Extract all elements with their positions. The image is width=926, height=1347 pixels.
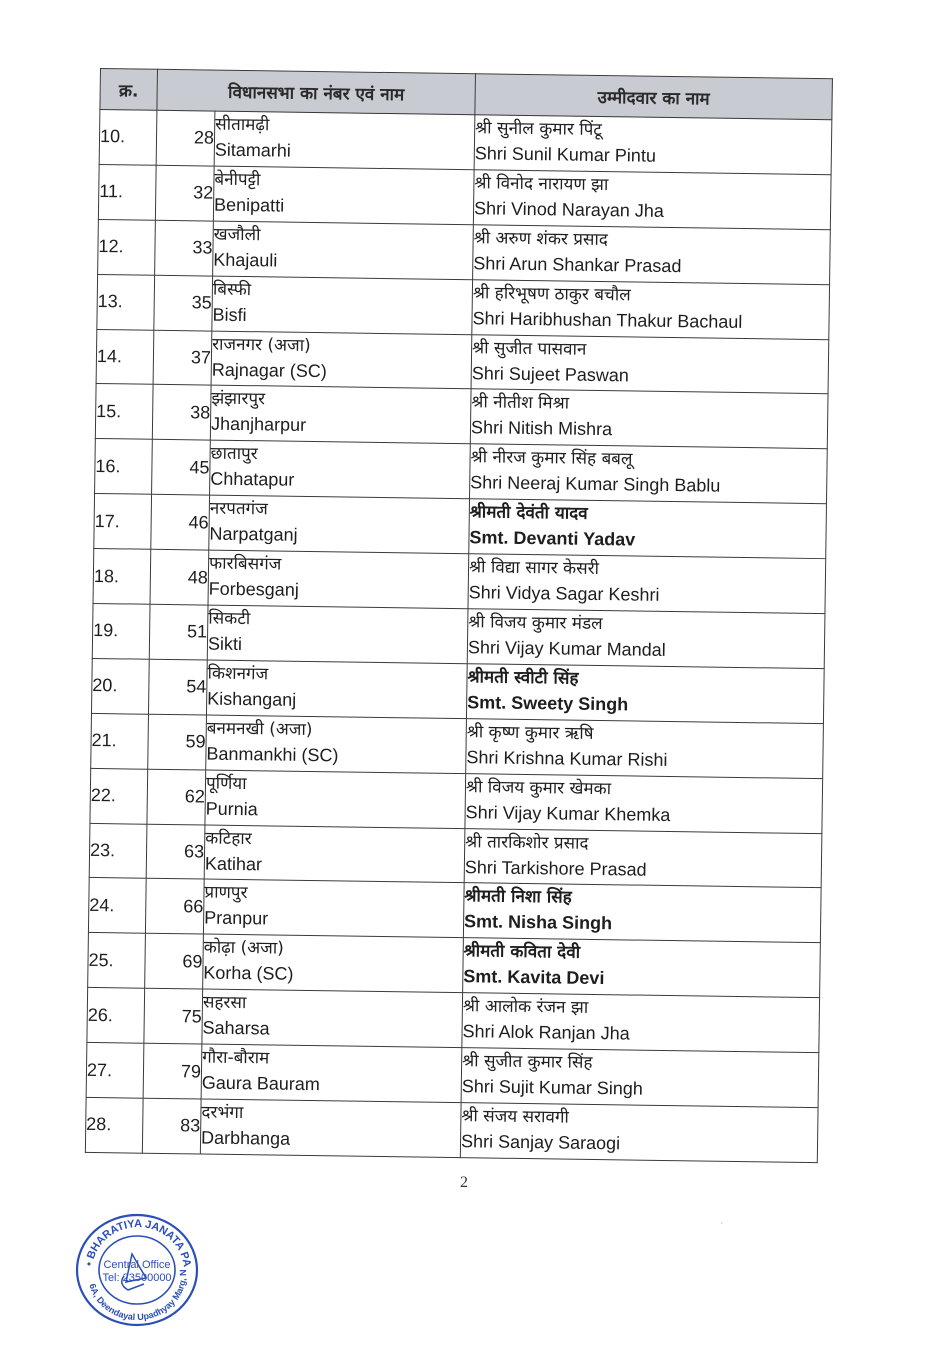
constituency-cell <box>213 221 474 280</box>
constituency-number: 54 <box>148 659 207 715</box>
candidate-name-english: Shri Sujit Kumar Singh <box>461 1076 644 1099</box>
candidate-name-hindi: श्री विजय कुमार मंडल <box>468 612 603 635</box>
constituency-name-hindi: सीतामढ़ी <box>215 114 270 136</box>
candidate-name-english: Smt. Kavita Devi <box>463 966 605 989</box>
constituency-number: 69 <box>145 934 204 990</box>
serial-number: 14. <box>96 329 154 385</box>
serial-number: 15. <box>95 384 153 440</box>
candidate-name-english: Shri Vinod Narayan Jha <box>473 198 664 221</box>
candidate-cell <box>463 938 821 998</box>
header-constituency: विधानसभा का नंबर एवं नाम <box>157 69 476 114</box>
constituency-name-hindi: छातापुर <box>210 443 258 465</box>
candidate-name-hindi: श्री विद्या सागर केसरी <box>468 557 600 580</box>
candidate-cell <box>468 554 826 614</box>
candidate-cell <box>461 1048 819 1108</box>
constituency-cell <box>210 386 471 445</box>
constituency-number: 79 <box>143 1043 202 1099</box>
table-row <box>97 274 830 339</box>
stamp-seal-icon <box>74 1212 200 1328</box>
constituency-name-hindi: गौरा-बौराम <box>202 1047 270 1069</box>
constituency-number: 63 <box>146 824 205 880</box>
candidate-name-english: Shri Tarkishore Prasad <box>464 856 647 880</box>
constituency-cell <box>200 1099 461 1158</box>
constituency-number: 33 <box>155 220 214 276</box>
constituency-number: 66 <box>145 879 204 935</box>
candidate-name-english: Shri Neeraj Kumar Singh Bablu <box>470 472 721 497</box>
candidate-name-hindi: श्री तारकिशोर प्रसाद <box>465 831 589 854</box>
constituency-number: 37 <box>153 330 212 386</box>
constituency-number: 51 <box>149 604 208 660</box>
constituency-number: 48 <box>150 549 209 605</box>
constituency-number: 35 <box>154 275 213 331</box>
constituency-name-hindi: किशनगंज <box>207 663 269 685</box>
candidate-name-english: Smt. Sweety Singh <box>467 692 629 715</box>
candidate-cell <box>463 883 821 943</box>
serial-number: 23. <box>89 823 147 879</box>
constituency-number: 32 <box>155 165 214 221</box>
party-office-stamp <box>74 1212 200 1328</box>
constituency-name-english: Forbesganj <box>208 578 299 600</box>
table-row <box>94 494 827 559</box>
candidate-name-hindi: श्री कृष्ण कुमार ऋषि <box>466 721 594 744</box>
serial-number: 26. <box>87 988 145 1044</box>
constituency-number: 59 <box>148 714 207 770</box>
candidate-name-hindi: श्री संजय सरावगी <box>461 1106 570 1128</box>
constituency-name-hindi: झंझारपुर <box>211 389 266 410</box>
candidate-name-hindi: श्री हरिभूषण ठाकुर बचौल <box>472 282 631 306</box>
serial-number: 21. <box>91 713 149 769</box>
constituency-number: 45 <box>152 440 211 496</box>
constituency-cell <box>201 1044 462 1103</box>
table-body <box>85 110 831 1163</box>
candidate-name-english: Shri Vijay Kumar Mandal <box>467 637 666 660</box>
candidate-name-english: Shri Krishna Kumar Rishi <box>466 746 668 770</box>
constituency-name-english: Benipatti <box>213 194 285 216</box>
constituency-cell <box>202 989 463 1048</box>
constituency-cell <box>209 495 470 554</box>
constituency-cell <box>213 166 474 225</box>
candidate-name-english: Shri Vidya Sagar Keshri <box>468 582 660 605</box>
table-row <box>88 878 821 943</box>
constituency-name-english: Rajnagar (SC) <box>211 359 327 381</box>
candidate-cell <box>467 609 825 669</box>
constituency-name-hindi: पूर्णिया <box>205 773 247 794</box>
candidate-list-page <box>85 68 832 1163</box>
constituency-name-english: Bisfi <box>212 304 247 325</box>
constituency-name-hindi: कोढ़ा (अजा) <box>203 937 284 960</box>
table-row <box>87 988 820 1053</box>
constituency-name-english: Darbhanga <box>200 1127 291 1149</box>
constituency-name-english: Korha (SC) <box>203 962 294 985</box>
candidate-cell <box>469 499 827 559</box>
constituency-name-hindi: कटिहार <box>205 828 252 849</box>
table-row <box>99 110 832 175</box>
constituency-name-english: Narpatganj <box>209 523 298 546</box>
header-candidate: उम्मीदवार का नाम <box>475 74 833 120</box>
constituency-name-english: Banmankhi (SC) <box>206 743 339 766</box>
constituency-name-english: Chhatapur <box>210 468 295 491</box>
candidate-cell <box>470 389 828 449</box>
serial-number: 11. <box>98 164 156 220</box>
table-row <box>85 1097 818 1162</box>
table-row <box>95 439 828 504</box>
table-row <box>89 823 822 888</box>
constituency-name-english: Sitamarhi <box>214 139 292 161</box>
candidate-name-english: Shri Sujeet Paswan <box>471 362 629 385</box>
candidate-cell <box>473 225 831 285</box>
constituency-name-english: Pranpur <box>204 908 269 929</box>
constituency-cell <box>207 605 468 664</box>
candidate-name-hindi: श्रीमती कविता देवी <box>463 941 581 964</box>
constituency-number: 46 <box>151 494 210 550</box>
constituency-name-hindi: राजनगर (अजा) <box>212 334 311 356</box>
candidate-cell <box>474 115 832 175</box>
constituency-name-english: Sikti <box>207 633 243 655</box>
constituency-cell <box>211 331 472 390</box>
table-row <box>90 768 823 833</box>
stamp-line2: Tel: 23500000 <box>102 1272 172 1284</box>
serial-number: 22. <box>90 768 148 824</box>
table-row <box>96 329 829 394</box>
candidate-cell <box>464 828 822 888</box>
candidate-cell <box>466 718 824 778</box>
candidate-name-hindi: श्रीमती निशा सिंह <box>464 886 572 909</box>
constituency-number: 75 <box>144 988 203 1044</box>
candidate-name-hindi: श्री सुनील कुमार पिंटू <box>475 118 603 141</box>
candidate-name-english: Shri Nitish Mishra <box>470 417 613 440</box>
table-row <box>95 384 828 449</box>
serial-number: 24. <box>88 878 146 934</box>
candidate-name-hindi: श्री आलोक रंजन झा <box>462 996 589 1019</box>
page-number: 2 <box>460 1174 468 1191</box>
constituency-name-hindi: सिकटी <box>208 608 251 630</box>
constituency-name-hindi: बेनीपट्टी <box>214 169 261 191</box>
candidate-name-english: Shri Haribhushan Thakur Bachaul <box>472 307 743 332</box>
serial-number: 25. <box>88 933 146 989</box>
stamp-line1: Central Office <box>103 1259 171 1271</box>
serial-number: 20. <box>91 658 149 714</box>
candidate-name-hindi: श्री नीरज कुमार सिंह बबलू <box>470 447 633 470</box>
candidate-name-hindi: श्रीमती देवंती यादव <box>469 502 588 525</box>
candidate-name-english: Shri Sunil Kumar Pintu <box>474 143 657 166</box>
candidate-cell <box>473 170 831 230</box>
table-row <box>91 658 824 723</box>
constituency-cell <box>210 440 471 499</box>
table-row <box>88 933 821 998</box>
candidate-cell <box>466 664 824 724</box>
constituency-cell <box>204 825 465 884</box>
constituency-number: 62 <box>147 769 206 825</box>
constituency-cell <box>206 660 467 719</box>
constituency-name-english: Purnia <box>205 798 258 819</box>
constituency-name-english: Saharsa <box>202 1017 270 1039</box>
constituency-name-hindi: सहरसा <box>202 992 247 1014</box>
candidate-name-hindi: श्री सुजीत पासवान <box>471 337 587 360</box>
constituency-name-english: Katihar <box>204 853 263 874</box>
candidate-cell <box>470 444 828 504</box>
constituency-cell <box>206 715 467 774</box>
constituency-name-hindi: खजौली <box>213 224 261 246</box>
candidate-name-english: Shri Alok Ranjan Jha <box>462 1021 630 1044</box>
table-row <box>93 549 826 614</box>
candidate-cell <box>465 773 823 833</box>
constituency-name-hindi: बिस्फी <box>212 279 252 300</box>
serial-number: 13. <box>97 274 155 330</box>
candidate-cell <box>462 993 820 1053</box>
candidate-name-english: Smt. Nisha Singh <box>463 911 613 934</box>
candidate-name-english: Smt. Devanti Yadav <box>469 527 636 550</box>
constituency-cell <box>212 276 473 335</box>
candidate-table <box>85 68 833 1163</box>
header-serial: क्र. <box>100 69 158 111</box>
constituency-name-english: Kishanganj <box>207 688 297 710</box>
serial-number: 28. <box>85 1097 143 1153</box>
candidate-name-hindi: श्री सुजीत कुमार सिंह <box>462 1051 593 1074</box>
stamp-ring-top-text: • BHARATIYA JANATA PA <box>83 1218 193 1268</box>
candidate-name-english: Shri Vijay Kumar Khemka <box>465 801 671 825</box>
constituency-number: 28 <box>156 110 215 166</box>
candidate-name-hindi: श्री अरुण शंकर प्रसाद <box>473 228 609 250</box>
constituency-name-hindi: नरपतगंज <box>209 498 268 520</box>
table-row <box>98 219 831 284</box>
candidate-name-english: Shri Sanjay Saraogi <box>460 1131 621 1154</box>
constituency-name-english: Jhanjharpur <box>210 414 307 436</box>
serial-number: 18. <box>93 549 151 605</box>
serial-number: 17. <box>94 494 152 550</box>
constituency-name-english: Khajauli <box>213 249 278 271</box>
constituency-name-hindi: फारबिसगंज <box>208 553 282 575</box>
serial-number: 10. <box>99 110 157 166</box>
candidate-name-hindi: श्री नीतीश मिश्रा <box>471 392 570 415</box>
scan-speck: ˋ <box>720 1222 724 1233</box>
table-row <box>92 603 825 668</box>
constituency-name-english: Gaura Bauram <box>201 1072 321 1095</box>
table-row <box>91 713 824 778</box>
table-row <box>86 1043 819 1108</box>
constituency-cell <box>203 934 464 993</box>
serial-number: 12. <box>98 219 156 275</box>
constituency-cell <box>214 111 475 170</box>
candidate-cell <box>472 279 830 339</box>
candidate-name-english: Shri Arun Shankar Prasad <box>473 253 682 276</box>
constituency-number: 38 <box>152 385 211 441</box>
constituency-cell <box>203 880 464 939</box>
constituency-cell <box>205 770 466 829</box>
candidate-cell <box>460 1103 818 1163</box>
constituency-name-hindi: दरभंगा <box>201 1102 244 1124</box>
constituency-number: 83 <box>142 1098 201 1154</box>
serial-number: 27. <box>86 1043 144 1099</box>
candidate-cell <box>471 334 829 394</box>
serial-number: 19. <box>92 603 150 659</box>
constituency-name-hindi: बनमनखी (अजा) <box>206 718 313 740</box>
table-row <box>98 164 831 229</box>
candidate-name-hindi: श्री विजय कुमार खेमका <box>465 776 612 799</box>
candidate-name-hindi: श्रीमती स्वीटी सिंह <box>467 667 579 689</box>
stamp-ring-bottom-text: 6A, Deendayal Upadhyay Marg, N <box>87 1269 189 1323</box>
serial-number: 16. <box>95 439 153 495</box>
candidate-name-hindi: श्री विनोद नारायण झा <box>474 173 609 195</box>
constituency-name-hindi: प्राणपुर <box>204 883 248 904</box>
constituency-cell <box>208 550 469 609</box>
